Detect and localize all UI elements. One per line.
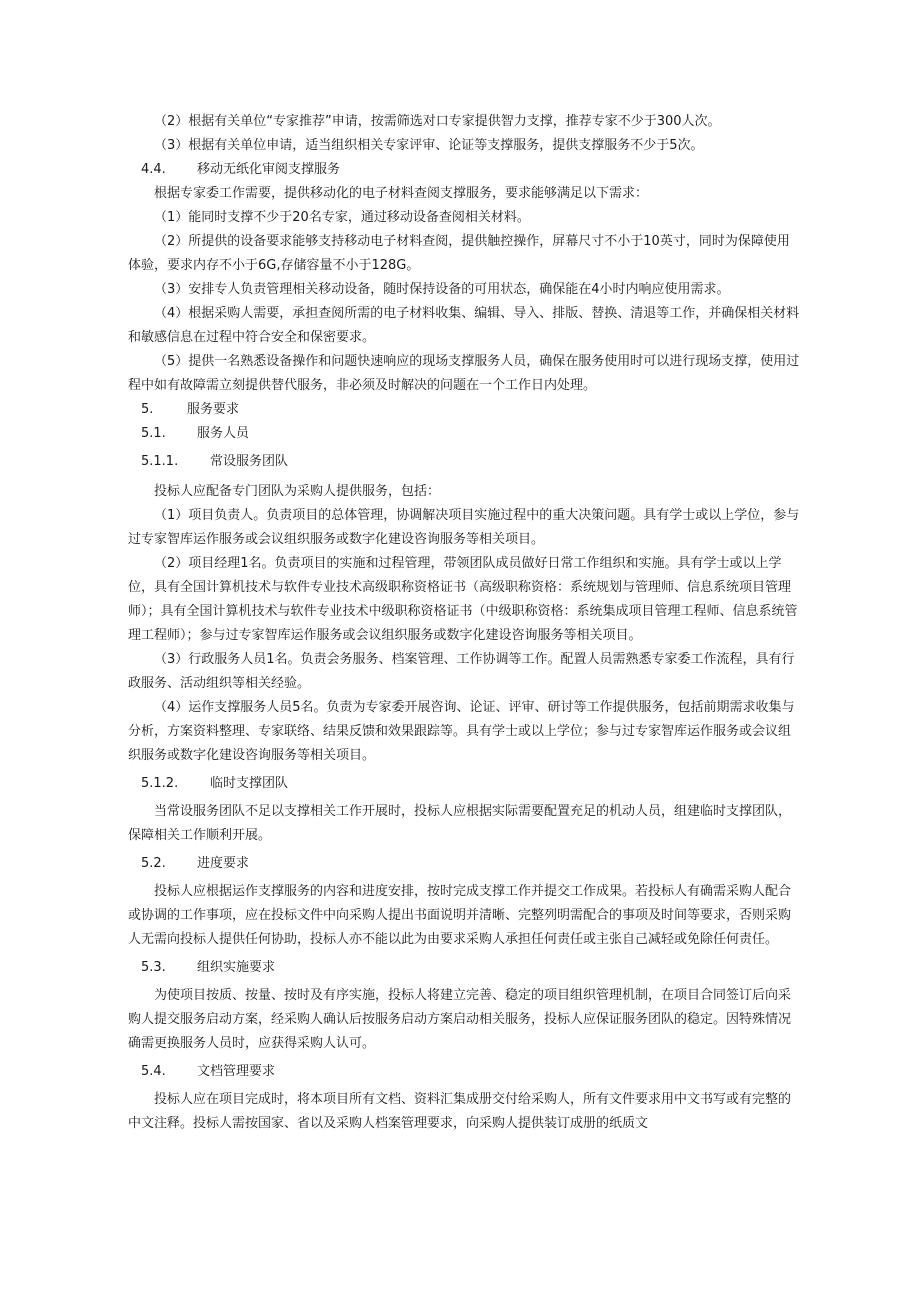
paragraph-team-item-1: （1）项目负责人。负责项目的总体管理，协调解决项目实施过程中的重大决策问题。具有学士或以上学位，参与过专家智库运作服务或会议组织服务或数字化建设咨询服务等相关项目。 [128, 508, 800, 547]
heading-5-2 [128, 852, 800, 876]
paragraph-mobile-item-4: （4）根据采购人需要，承担查阅所需的电子材料收集、编辑、导入、排版、替换、清退等工作，并确保相关材料和敏感信息在过程中符合安全和保密要求。 [128, 306, 800, 345]
heading-title: 服务要求 [187, 402, 240, 417]
paragraph-mobile-item-1: （1）能同时支撑不少于20名专家，通过移动设备查阅相关材料。 [154, 210, 530, 225]
heading-title: 移动无纸化审阅支撑服务 [197, 162, 341, 177]
heading-5-4 [128, 1060, 800, 1084]
heading-title: 临时支撑团队 [210, 776, 289, 791]
paragraph-mobile-review-intro: 根据专家委工作需要，提供移动化的电子材料查阅支撑服务，要求能够满足以下需求： [154, 186, 649, 201]
heading-4-4 [128, 158, 800, 182]
heading-title: 文档管理要求 [197, 1064, 276, 1079]
paragraph-implementation: 为使项目按质、按量、按时及有序实施，投标人将建立完善、稳定的项目组织管理机制，在项目合同签订后向采购人提交服务启动方案，经采购人确认后按服务启动方案启动相关服务，投标人应保证服务团队的稳定。因特殊情况确需更换服务人员时，应获得采购人认可。 [128, 988, 792, 1051]
heading-number: 5.1.2. [141, 776, 179, 791]
heading-5-1-1 [128, 450, 800, 474]
heading-number: 5.2. [141, 856, 166, 871]
paragraph-mobile-item-3: （3）安排专人负责管理相关移动设备，随时保持设备的可用状态，确保能在4小时内响应使用需求。 [154, 282, 730, 297]
heading-title: 组织实施要求 [197, 960, 276, 975]
paragraph-team-item-4: （4）运作支撑服务人员5名。负责为专家委开展咨询、论证、评审、研讨等工作提供服务，包括前期需求收集与分析，方案资料整理、专家联络、结果反馈和效果跟踪等。具有学士或以上学位；参与过专家智库运作服务或会议组织服务或数字化建设咨询服务等相关项目。 [128, 700, 795, 763]
heading-5-1-2 [128, 772, 800, 796]
heading-number: 4.4. [141, 162, 166, 177]
paragraph-expert-recommendation: （2）根据有关单位“专家推荐”申请，按需筛选对口专家提供智力支撑，推荐专家不少于300人次。 [154, 114, 721, 129]
paragraph-team-intro: 投标人应配备专门团队为采购人提供服务，包括： [154, 484, 441, 499]
paragraph-mobile-item-2: （2）所提供的设备要求能够支持移动电子材料查阅，提供触控操作，屏幕尺寸不小于10英寸，同时为保障使用体验，要求内存不小于6G,存储容量不小于128G。 [128, 234, 790, 273]
paragraph-team-item-2: （2）项目经理1名。负责项目的实施和过程管理，带领团队成员做好日常工作组织和实施。具有学士或以上学位，具有全国计算机技术与软件专业技术高级职称资格证书（高级职称资格：系统规划与管理师、信息系统项目管理师）；具有全国计算机技术与软件专业技术中级职称资格证书（中级职称资格：系统集成项目管理工程师、信息系统管理工程师）；参与过专家智库运作服务或会议组织服务或数字化建设咨询服务等相关项目。 [128, 556, 798, 643]
heading-number: 5.1.1. [141, 454, 179, 469]
paragraph-expert-review: （3）根据有关单位申请，适当组织相关专家评审、论证等支撑服务，提供支撑服务不少于5次。 [154, 138, 704, 153]
heading-number: 5. [141, 402, 154, 417]
heading-title: 服务人员 [197, 426, 250, 441]
heading-number: 5.3. [141, 960, 166, 975]
paragraph-temp-team: 当常设服务团队不足以支撑相关工作开展时，投标人应根据实际需要配置充足的机动人员，组建临时支撑团队，保障相关工作顺利开展。 [128, 804, 792, 843]
heading-5-3 [128, 956, 800, 980]
heading-number: 5.1. [141, 426, 166, 441]
document-body [128, 110, 800, 1136]
heading-5 [128, 398, 800, 422]
paragraph-team-item-3: （3）行政服务人员1名。负责会务服务、档案管理、工作协调等工作。配置人员需熟悉专家委工作流程，具有行政服务、活动组织等相关经验。 [128, 652, 795, 691]
paragraph-schedule: 投标人应根据运作支撑服务的内容和进度安排，按时完成支撑工作并提交工作成果。若投标人有确需采购人配合或协调的工作事项，应在投标文件中向采购人提出书面说明并清晰、完整列明需配合的事项及时间等要求，否则采购人无需向投标人提供任何协助，投标人亦不能以此为由要求采购人承担任何责任或主张自己减轻或免除任何责任。 [128, 884, 792, 947]
heading-5-1 [128, 422, 800, 446]
heading-title: 常设服务团队 [210, 454, 289, 469]
paragraph-documents: 投标人应在项目完成时，将本项目所有文档、资料汇集成册交付给采购人，所有文件要求用中文书写或有完整的中文注释。投标人需按国家、省以及采购人档案管理要求，向采购人提供装订成册的纸质文 [128, 1092, 792, 1131]
heading-title: 进度要求 [197, 856, 250, 871]
paragraph-mobile-item-5: （5）提供一名熟悉设备操作和问题快速响应的现场支撑服务人员，确保在服务使用时可以进行现场支撑，使用过程中如有故障需立刻提供替代服务，非必须及时解决的问题在一个工作日内处理。 [128, 354, 800, 393]
heading-number: 5.4. [141, 1064, 166, 1079]
